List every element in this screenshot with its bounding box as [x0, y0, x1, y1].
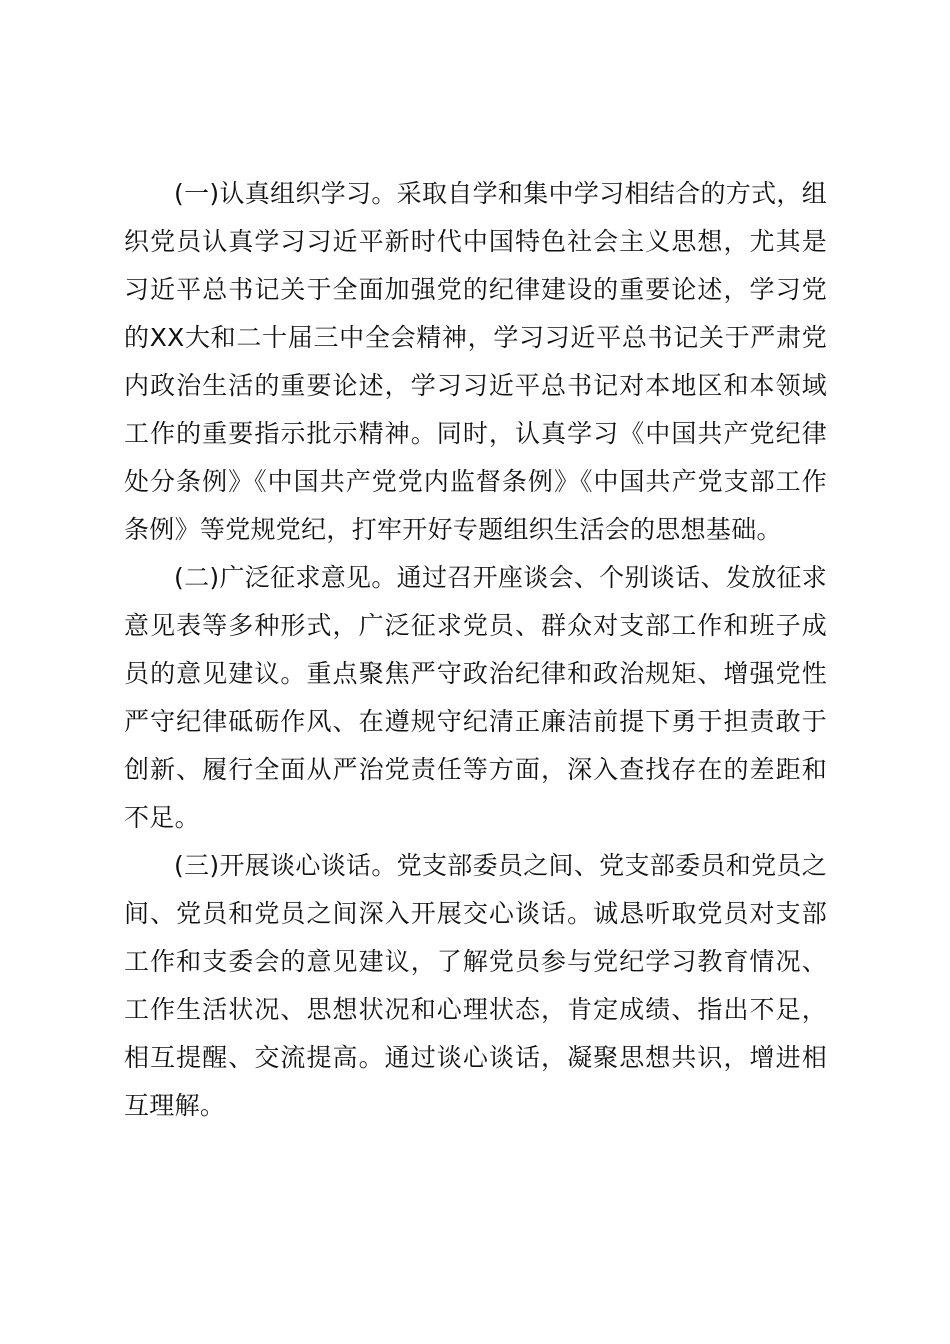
paragraph-solicit-opinions: (二)广泛征求意见。通过召开座谈会、个别谈话、发放征求意见表等多种形式，广泛征求党员、群众对支部工作和班子成员的意见建议。重点聚焦严守政治纪律和政治规矩、增强党性严守纪律砥砺作风、在遵规守纪清正廉洁前提下勇于担责敢于创新、履行全面从严治党责任等方面，深入查找存在的差距和不足。 — [124, 563, 827, 832]
paragraph-organize-study: (一)认真组织学习。采取自学和集中学习相结合的方式，组织党员认真学习习近平新时代中国特色社会主义思想，尤其是习近平总书记关于全面加强党的纪律建设的重要论述，学习党的XX大和二十届三中全会精神，学习习近平总书记关于严肃党内政治生活的重要论述，学习习近平总书记对本地区和本领域工作的重要指示批示精神。同时，认真学习《中国共产党纪律处分条例》《中国共产党党内监督条例》《中国共产党支部工作条例》等党规党纪，打牢开好专题组织生活会的思想基础。 — [124, 179, 827, 544]
paragraph-heart-to-heart-talks: (三)开展谈心谈话。党支部委员之间、党支部委员和党员之间、党员和党员之间深入开展交心谈话。诚恳听取党员对支部工作和支委会的意见建议，了解党员参与党纪学习教育情况、工作生活状况、思想状况和心理状态，肯定成绩、指出不足，相互提醒、交流提高。通过谈心谈话，凝聚思想共识，增进相互理解。 — [124, 851, 827, 1120]
document-body — [124, 170, 827, 1130]
